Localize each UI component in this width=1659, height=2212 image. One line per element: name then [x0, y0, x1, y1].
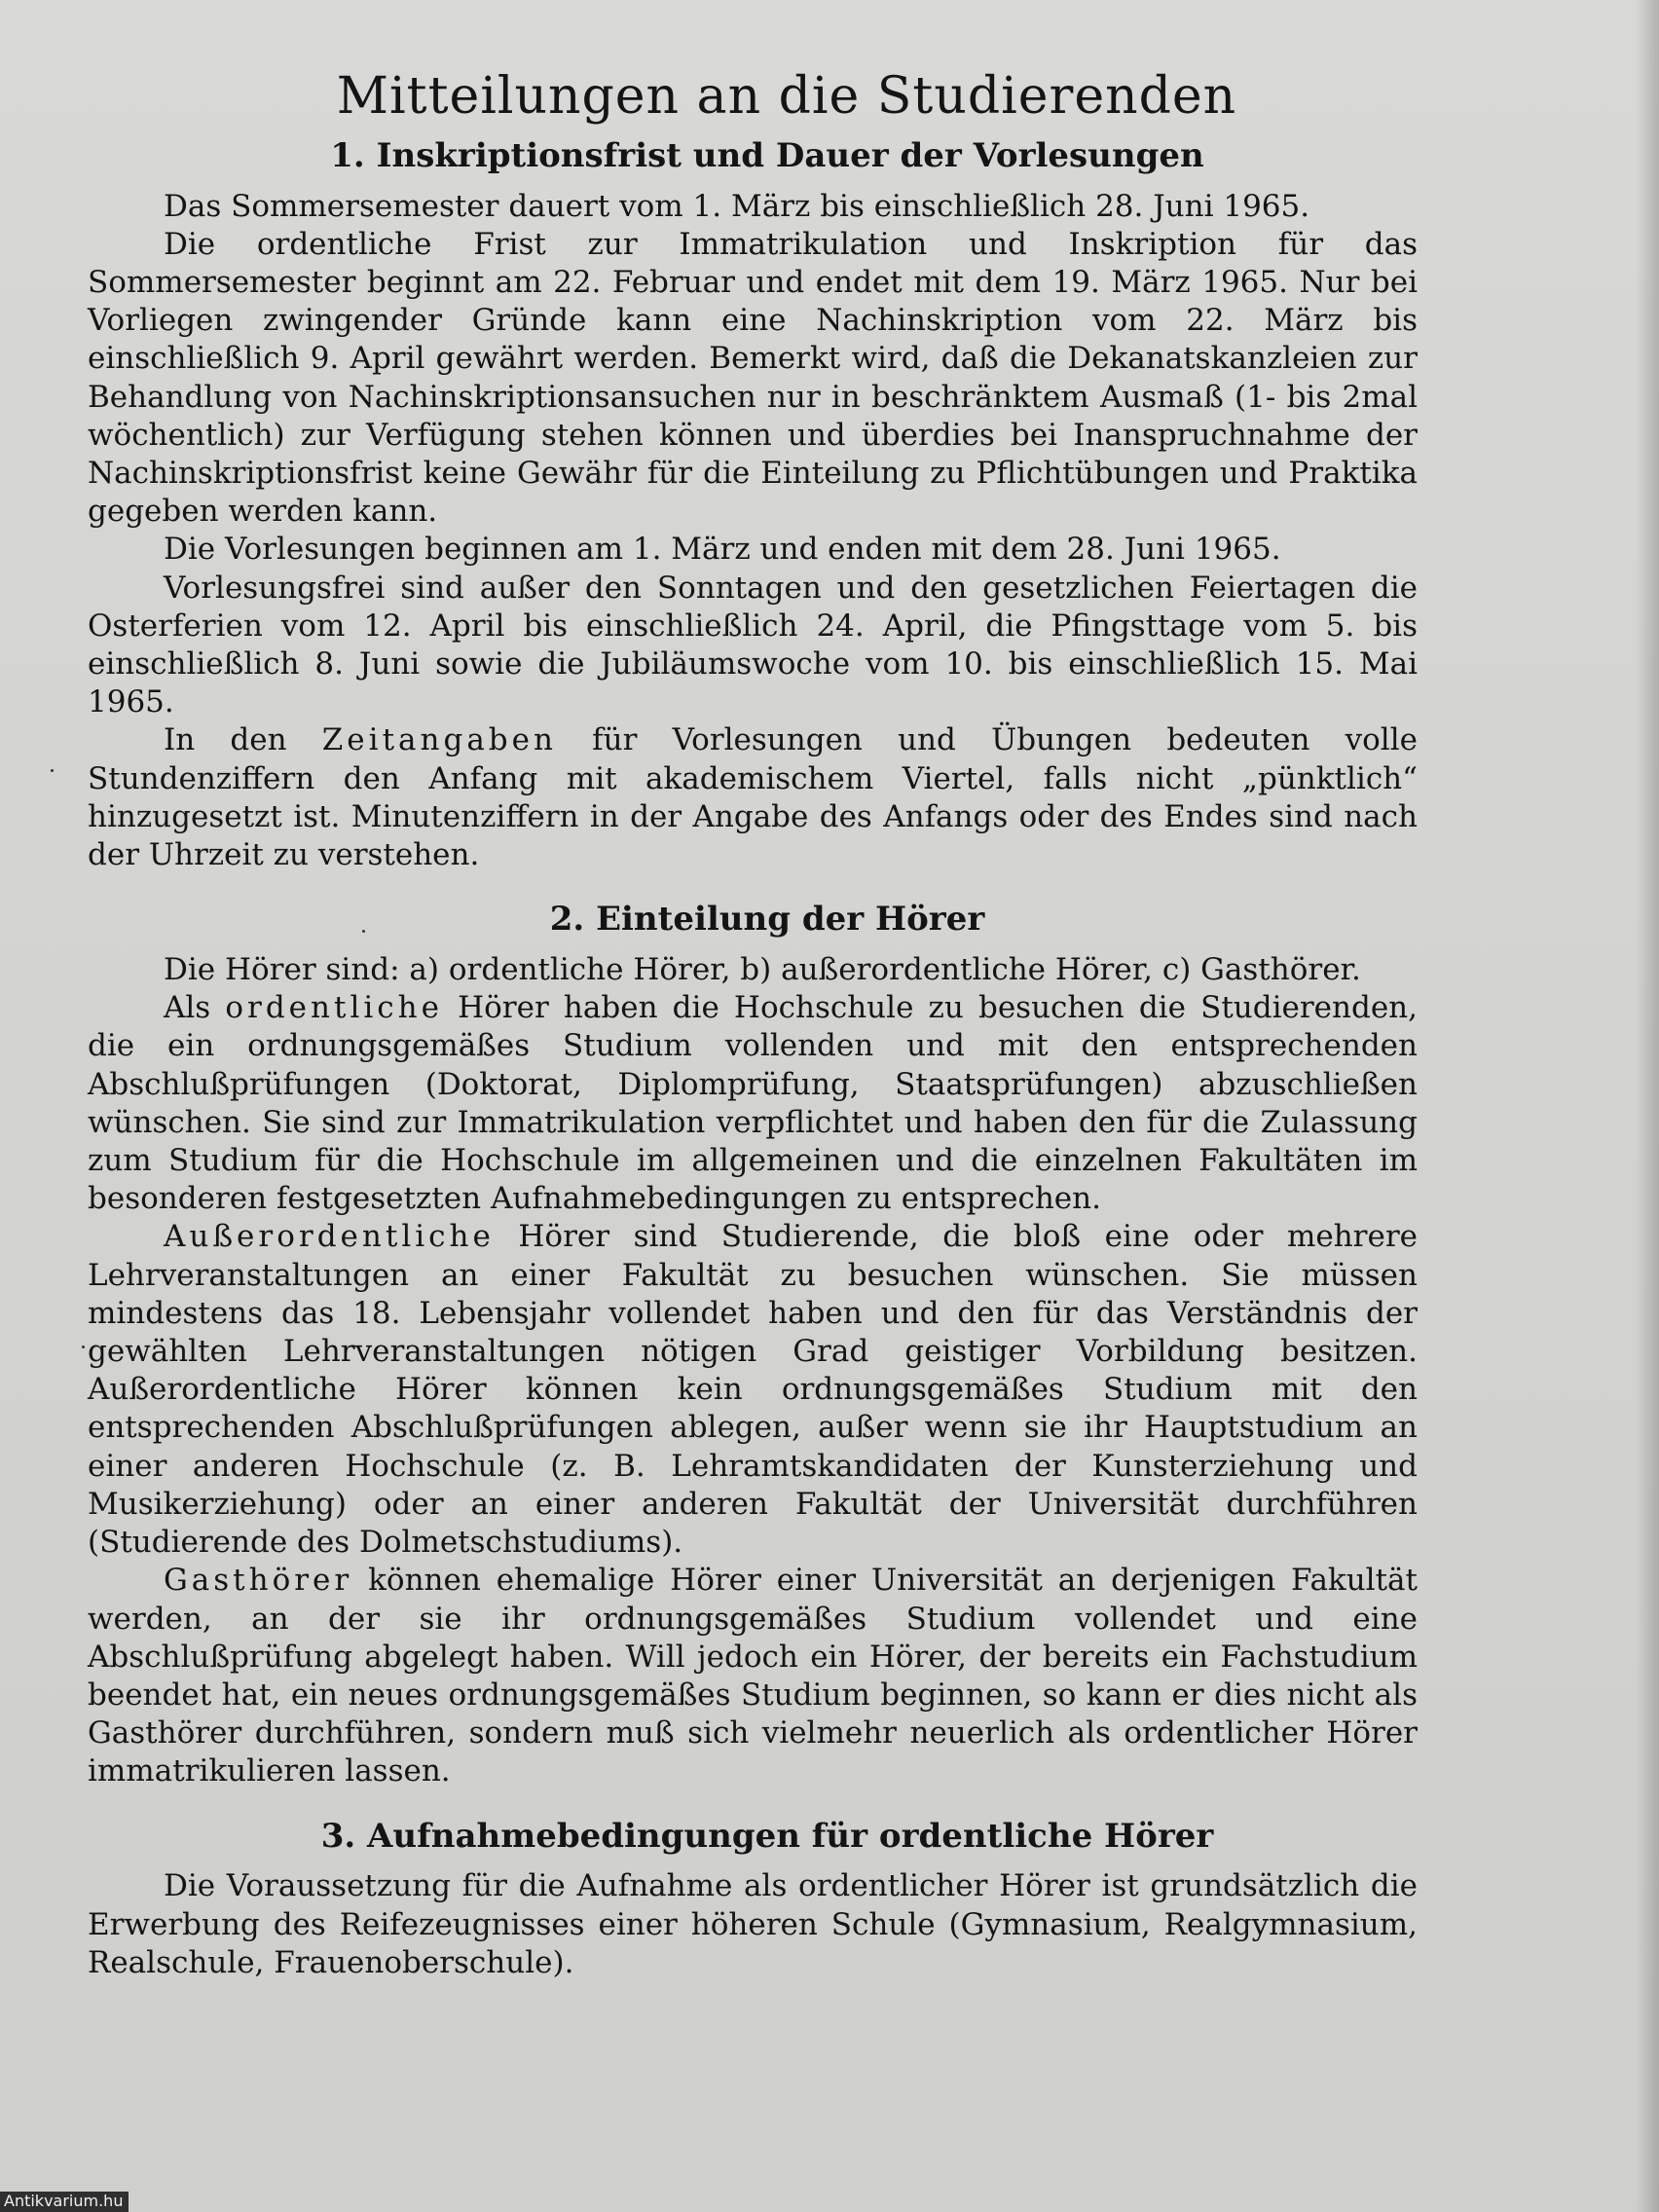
paragraph-zeitangaben: [88, 721, 1418, 874]
page-edge-shadow: [1636, 0, 1659, 2212]
section-aufnahmebedingungen: [88, 1817, 1418, 1982]
paragraph: Die Voraussetzung für die Aufnahme als ordentlicher Hörer ist grundsätzlich die Erwerbung des Reifezeugnisses einer höheren Schule (Gymnasium, Realgymnasium, Realschule, Frauenoberschule).: [88, 1868, 1418, 1980]
paper-speck: [82, 1346, 85, 1348]
spaced-term: ordentliche: [225, 990, 443, 1026]
text-rest: Hörer sind Studierende, die bloß eine oder mehrere Lehrveranstaltungen an einer Fakultät zu besuchen wünschen. Sie müssen mindestens das 18. Lebensjahr vollendet haben und den für das Verständnis der gewählten Lehrveranstaltungen nötigen Grad geistiger Vorbildung besitzen. Außerordentliche Hörer können kein ordnungsgemäßes Studium mit den entsprechenden Abschlußprüfungen ablegen, außer wenn sie ihr Hauptstudium an einer anderen Hochschule (z. B. Lehramtskandidaten der Kunsterziehung und Musikerziehung) oder an einer anderen Fakultät der Universität durchführen (Studierende des Dolmetschstudiums).: [88, 1219, 1418, 1561]
paragraph: Das Sommersemester dauert vom 1. März bis einschließlich 28. Juni 1965.: [164, 188, 1310, 224]
page-title: Mitteilungen an die Studierenden: [336, 67, 1237, 126]
spaced-term: Zeitangaben: [321, 722, 557, 758]
paragraph: Vorlesungsfrei sind außer den Sonntagen und den gesetzlichen Feiertagen die Osterferien vom 12. April bis einschließlich 24. April, die Pfingsttage vom 5. bis einschließlich 8. Juni sowie die Jubiläumswoche vom 10. bis einschließlich 15. Mai 1965.: [88, 570, 1418, 720]
text-lead: Als: [164, 990, 226, 1026]
document-body: [88, 68, 1418, 1982]
text-lead: In den: [164, 722, 322, 758]
section-heading: 3. Aufnahmebedingungen für ordentliche Hörer: [320, 1816, 1214, 1856]
text-rest: können ehemalige Hörer einer Universität an derjenigen Fakultät werden, an der sie ihr ordnungsgemäßes Studium vollendet und eine Abschlußprüfung abgelegt haben. Will jedoch ein Hörer, der bereits ein Fachstudium beendet hat, ein neues ordnungsgemäßes Studium beginnen, so kann er dies nicht als Gasthörer durchführen, sondern muß sich vielmehr neuerlich als ordentlicher Hörer immatrikulieren lassen.: [88, 1563, 1418, 1789]
paragraph-ausserordentliche-hoerer: [88, 1218, 1418, 1562]
spaced-term: Gasthörer: [164, 1563, 353, 1599]
spaced-term: Außerordentliche: [164, 1219, 495, 1255]
text-rest: für Vorlesungen und Übungen bedeuten volle Stundenziffern den Anfang mit akademischem Viertel, falls nicht „pünktlich“ hinzugesetzt ist. Minutenziffern in der Angabe des Anfangs oder des Endes sind nach der Uhrzeit zu verstehen.: [88, 722, 1418, 873]
section-heading: 1. Inskriptionsfrist und Dauer der Vorlesungen: [330, 135, 1204, 175]
watermark-label: Antikvarium.hu: [0, 2192, 129, 2212]
text-rest: Hörer haben die Hochschule zu besuchen die Studierenden, die ein ordnungsgemäßes Studium vollenden und mit den entsprechenden Abschlußprüfungen (Doktorat, Diplomprüfung, Staatsprüfungen) abzuschließen wünschen. Sie sind zur Immatrikulation verpflichtet und haben den für die Zulassung zum Studium für die Hochschule im allgemeinen und die einzelnen Fakultäten im besonderen festgesetzten Aufnahmebedingungen zu entsprechen.: [88, 990, 1418, 1217]
section-einteilung-der-hoerer: [88, 900, 1418, 1790]
paragraph: Die Hörer sind: a) ordentliche Hörer, b) außerordentliche Hörer, c) Gasthörer.: [164, 952, 1361, 988]
paragraph: Die Vorlesungen beginnen am 1. März und enden mit dem 28. Juni 1965.: [164, 532, 1281, 568]
paper-speck: [362, 930, 365, 933]
paragraph-ordentliche-hoerer: [88, 989, 1418, 1218]
paper-speck: [51, 769, 54, 772]
paragraph: Die ordentliche Frist zur Immatrikulation und Inskription für das Sommersemester beginnt am 22. Februar und endet mit dem 19. März 1965. Nur bei Vorliegen zwingender Gründe kann eine Nachinskription vom 22. März bis einschließlich 9. April gewährt werden. Bemerkt wird, daß die Dekanatskanzleien zur Behandlung von Nachinskriptionsansuchen nur in beschränktem Ausmaß (1- bis 2mal wöchentlich) zur Verfügung stehen können und überdies bei Inanspruchnahme der Nachinskriptionsfrist keine Gewähr für die Einteilung zu Pflichtübungen und Praktika gegeben werden kann.: [88, 226, 1418, 530]
section-heading: 2. Einteilung der Hörer: [549, 900, 985, 940]
paragraph-gasthoerer: [88, 1562, 1418, 1790]
section-inskriptionsfrist: [88, 136, 1418, 874]
